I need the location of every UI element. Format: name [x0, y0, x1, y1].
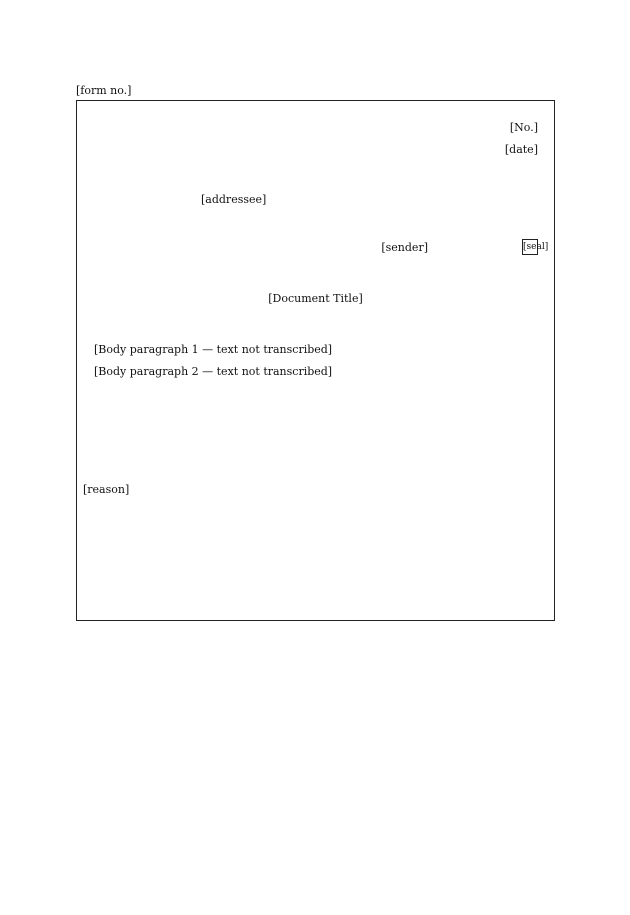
document-number: [No.]: [509, 121, 538, 134]
body-paragraph-2: [Body paragraph 2 — text not transcribed]: [94, 365, 333, 378]
reason-label: [reason]: [83, 483, 130, 496]
document-frame: [76, 100, 555, 621]
sender-name: [sender]: [381, 241, 428, 254]
addressee: [addressee]: [201, 193, 267, 206]
body-paragraph-1: [Body paragraph 1 — text not transcribed]: [94, 343, 333, 356]
document-title: [Document Title]: [268, 292, 363, 305]
body-text: [83, 339, 548, 383]
seal-mark: [seal]: [522, 239, 538, 255]
form-number: [form no.]: [76, 84, 132, 97]
date-line: [date]: [504, 143, 538, 156]
